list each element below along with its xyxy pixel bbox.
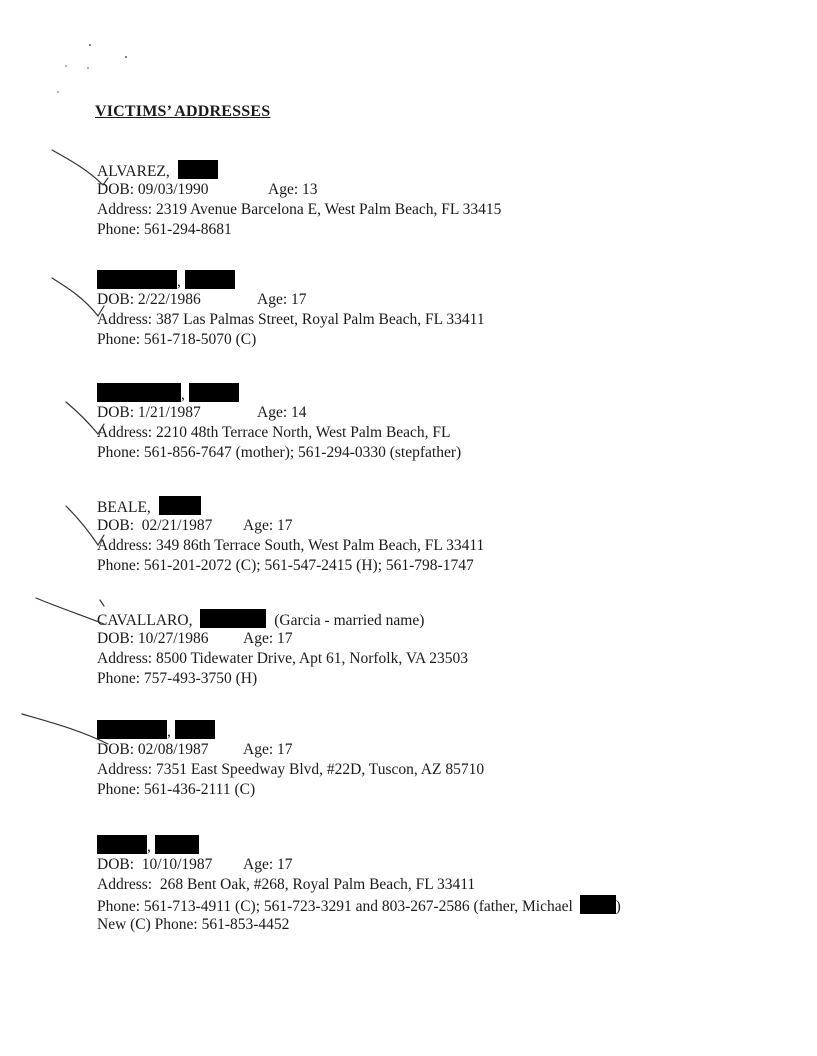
document-heading: VICTIMS’ ADDRESSES [95, 103, 271, 120]
victim-phone: Phone: 561-436-2111 (C) [97, 781, 256, 798]
victim-dob: DOB: 10/10/1987 [97, 856, 213, 873]
victim-age: Age: 17 [257, 291, 307, 308]
redaction-block [159, 496, 201, 515]
victim-phone: Phone: 757-493-3750 (H) [97, 670, 258, 687]
name-separator: , [177, 273, 181, 290]
victim-entry [97, 835, 621, 935]
name-separator: , [167, 723, 171, 740]
phone-line [97, 895, 621, 915]
name-line [97, 609, 468, 629]
name-line [97, 720, 484, 740]
victim-address: Address: 349 86th Terrace South, West Palm Beach, FL 33411 [97, 537, 485, 554]
dob-line [97, 740, 484, 760]
victim-phone: Phone: 561-718-5070 (C) [97, 331, 257, 348]
victim-phone: Phone: 561-713-4911 (C); 561-723-3291 and 803-267-2586 (father, Michael [97, 898, 573, 915]
victim-address: Address: 8500 Tidewater Drive, Apt 61, Norfolk, VA 23503 [97, 650, 468, 667]
redaction-block [97, 720, 167, 739]
dob-line [97, 180, 501, 200]
victim-name: BEALE, [97, 499, 151, 516]
victim-entry [97, 609, 468, 689]
victim-dob: DOB: 02/21/1987 [97, 517, 213, 534]
victim-phone: Phone: 561-294-8681 [97, 221, 232, 238]
married-name-note: (Garcia - married name) [274, 612, 425, 629]
redaction-block [189, 383, 239, 402]
victim-address: Address: 387 Las Palmas Street, Royal Palm Beach, FL 33411 [97, 311, 485, 328]
victim-dob: DOB: 10/27/1986 [97, 630, 209, 647]
dob-line [97, 855, 621, 875]
victim-dob: DOB: 1/21/1987 [97, 404, 201, 421]
checkmark-7 [100, 600, 104, 606]
phone-close-paren: ) [615, 898, 621, 915]
redaction-block [185, 270, 235, 289]
redaction-block [175, 720, 215, 739]
victim-name: ALVAREZ, [97, 163, 170, 180]
victim-address: Address: 268 Bent Oak, #268, Royal Palm Beach, FL 33411 [97, 876, 476, 893]
checkmark-5 [36, 598, 104, 624]
name-separator: , [181, 386, 185, 403]
victim-address: Address: 7351 East Speedway Blvd, #22D, Tuscon, AZ 85710 [97, 761, 485, 778]
victim-address: Address: 2210 48th Terrace North, West Palm Beach, FL [97, 424, 451, 441]
victim-entry [97, 160, 501, 240]
dob-line [97, 403, 461, 423]
victim-entry [97, 383, 461, 463]
name-line [97, 835, 621, 855]
victim-dob: DOB: 2/22/1986 [97, 291, 201, 308]
dob-line [97, 629, 468, 649]
redaction-block [97, 835, 147, 854]
victim-age: Age: 17 [243, 856, 293, 873]
redaction-block [200, 609, 266, 628]
redaction-block [178, 160, 218, 179]
victim-dob: DOB: 09/03/1990 [97, 181, 209, 198]
victim-age: Age: 17 [243, 630, 293, 647]
victim-age: Age: 13 [268, 181, 318, 198]
name-line [97, 383, 461, 403]
victim-phone: Phone: 561-201-2072 (C); 561-547-2415 (H); 561-798-1747 [97, 557, 474, 574]
victim-dob: DOB: 02/08/1987 [97, 741, 209, 758]
victim-age: Age: 14 [257, 404, 307, 421]
victim-entry [97, 720, 484, 800]
redaction-block [155, 835, 199, 854]
victim-name: CAVALLARO, [97, 612, 193, 629]
victim-entry [97, 270, 485, 350]
dob-line [97, 290, 485, 310]
dob-line [97, 516, 484, 536]
victim-phone: Phone: 561-856-7647 (mother); 561-294-0330 (stepfather) [97, 444, 462, 461]
name-line [97, 496, 484, 516]
name-line [97, 270, 485, 290]
victim-age: Age: 17 [243, 517, 293, 534]
name-separator: , [147, 838, 151, 855]
name-line [97, 160, 501, 180]
victim-address: Address: 2319 Avenue Barcelona E, West Palm Beach, FL 33415 [97, 201, 502, 218]
redaction-block [97, 383, 181, 402]
redaction-block [580, 895, 616, 914]
victim-new-phone: New (C) Phone: 561-853-4452 [97, 916, 290, 933]
checkmark-6 [22, 714, 108, 744]
victim-age: Age: 17 [243, 741, 293, 758]
victim-entry [97, 496, 484, 576]
redaction-block [97, 270, 177, 289]
